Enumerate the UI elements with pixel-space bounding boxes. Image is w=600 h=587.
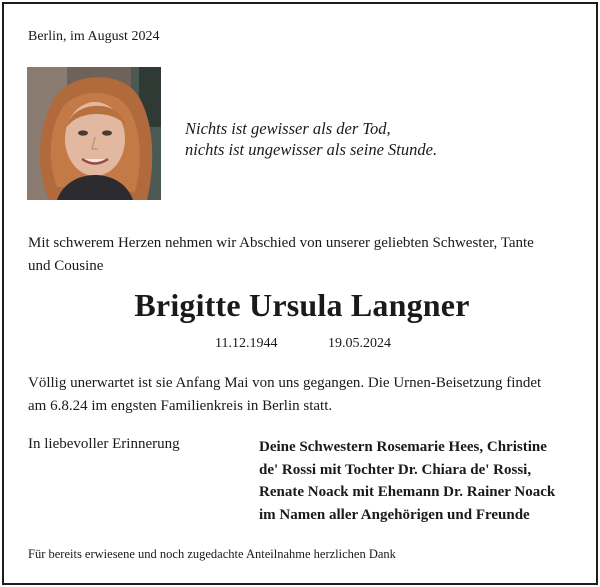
intro-line: und Cousine xyxy=(28,258,104,274)
intro-text xyxy=(28,232,584,278)
funeral-notice xyxy=(28,372,584,418)
motto-line: nichts ist ungewisser als seine Stunde. xyxy=(185,140,438,159)
notice-line: am 6.8.24 im engsten Familienkreis in Berlin statt. xyxy=(28,398,333,414)
obituary-card xyxy=(2,2,598,585)
mourners-list xyxy=(259,436,589,526)
mourners-line: Deine Schwestern Rosemarie Hees, Christine xyxy=(259,439,547,455)
motto-quote xyxy=(185,118,437,160)
death-date: 19.05.2024 xyxy=(328,336,391,351)
mourners-line: Renate Noack mit Ehemann Dr. Rainer Noack xyxy=(259,484,556,500)
intro-line: Mit schwerem Herzen nehmen wir Abschied von unserer geliebten Schwester, Tante xyxy=(28,235,534,251)
portrait-photo xyxy=(27,67,161,200)
motto-line: Nichts ist gewisser als der Tod, xyxy=(185,119,391,138)
birth-date: 11.12.1944 xyxy=(215,336,278,351)
notice-line: Völlig unerwartet ist sie Anfang Mai von uns gegangen. Die Urnen-Beisetzung findet xyxy=(28,375,542,391)
place-date: Berlin, im August 2024 xyxy=(28,29,160,44)
thanks-footer: Für bereits erwiesene und noch zugedachte Anteilnahme herzlichen Dank xyxy=(28,547,396,561)
mourners-line: de' Rossi mit Tochter Dr. Chiara de' Rossi, xyxy=(259,461,532,478)
memory-label: In liebevoller Erinnerung xyxy=(28,436,180,452)
deceased-name: Brigitte Ursula Langner xyxy=(134,287,470,323)
mourners-line: im Namen aller Angehörigen und Freunde xyxy=(259,506,530,523)
